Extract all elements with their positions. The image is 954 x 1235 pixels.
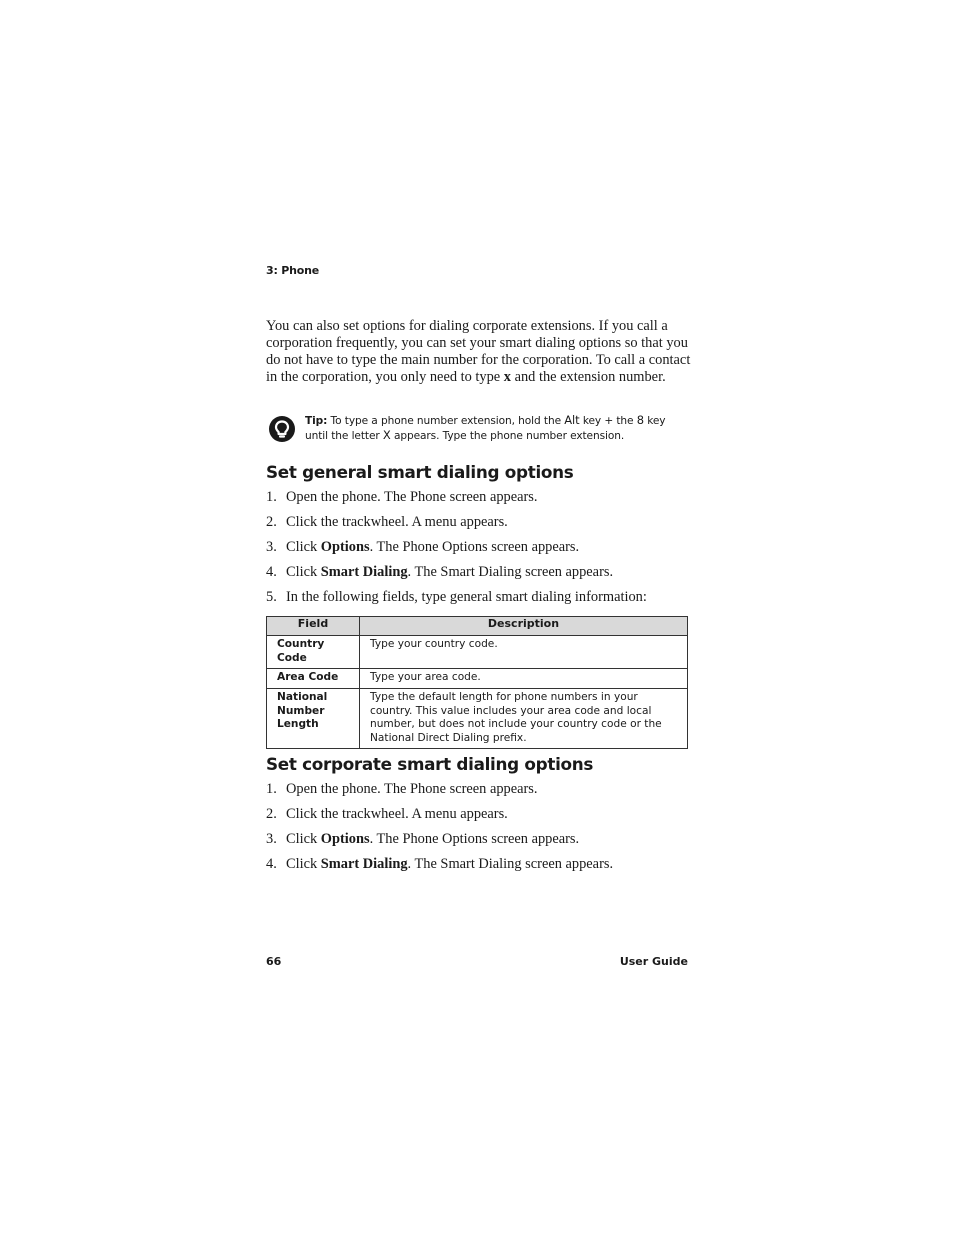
step-bold: Options xyxy=(320,539,370,555)
cell-field: Country Code xyxy=(267,636,360,669)
tip-text xyxy=(305,413,685,443)
tip-part: key + the xyxy=(579,415,637,427)
step-text: Click the trackwheel. A menu appears. xyxy=(286,514,508,530)
cell-description: Type the default length for phone numbers in your country. This value includes your area code and local number, but does not include your country code or the National Direct Dialing prefix. xyxy=(360,689,688,749)
key-x: X xyxy=(382,428,391,442)
step-number: 5. xyxy=(266,589,277,605)
step-text: . The Smart Dialing screen appears. xyxy=(407,564,614,580)
list-item xyxy=(266,539,696,564)
step-text: Click the trackwheel. A menu appears. xyxy=(286,806,508,822)
list-item xyxy=(266,564,696,589)
heading-general: Set general smart dialing options xyxy=(266,462,574,482)
tip-part: key until the letter xyxy=(305,415,666,442)
list-item xyxy=(266,806,696,831)
tip-part: To type a phone number extension, hold the xyxy=(327,415,565,427)
step-text: . The Phone Options screen appears. xyxy=(369,539,580,555)
list-item xyxy=(266,514,696,539)
table-header-row xyxy=(267,617,688,636)
list-item xyxy=(266,589,696,614)
intro-paragraph xyxy=(266,318,691,386)
cell-description: Type your country code. xyxy=(360,636,688,669)
step-number: 3. xyxy=(266,831,277,847)
tip-label: Tip: xyxy=(305,415,328,427)
step-number: 4. xyxy=(266,856,277,872)
table-row xyxy=(267,689,688,749)
step-number: 2. xyxy=(266,806,277,822)
header-field: Field xyxy=(267,617,360,636)
step-text: . The Smart Dialing screen appears. xyxy=(407,856,614,872)
step-number: 1. xyxy=(266,489,277,505)
step-text: Click xyxy=(286,831,321,847)
tip-part: appears. Type the phone number extension. xyxy=(390,430,625,442)
step-bold: Smart Dialing xyxy=(320,856,408,872)
lightbulb-icon xyxy=(268,415,296,443)
intro-key-x: x xyxy=(503,369,511,385)
heading-corporate: Set corporate smart dialing options xyxy=(266,754,594,774)
running-head: 3: Phone xyxy=(266,264,320,277)
step-text: Open the phone. The Phone screen appears. xyxy=(286,489,538,505)
step-number: 4. xyxy=(266,564,277,580)
list-item xyxy=(266,489,696,514)
key-alt: Alt xyxy=(564,413,580,427)
table-row xyxy=(267,636,688,669)
step-bold: Smart Dialing xyxy=(320,564,408,580)
list-item xyxy=(266,856,696,881)
step-text: Click xyxy=(286,856,321,872)
cell-description: Type your area code. xyxy=(360,669,688,689)
step-text: . The Phone Options screen appears. xyxy=(369,831,580,847)
list-item xyxy=(266,831,696,856)
page-number: 66 xyxy=(266,955,282,968)
intro-text-end: and the extension number. xyxy=(511,369,666,385)
step-text: Click xyxy=(286,564,321,580)
step-number: 2. xyxy=(266,514,277,530)
step-text: In the following fields, type general smart dialing information: xyxy=(286,589,647,605)
list-item xyxy=(266,781,696,806)
general-steps xyxy=(266,489,696,614)
doc-title: User Guide xyxy=(619,955,688,968)
cell-field: National Number Length xyxy=(267,689,360,749)
step-bold: Options xyxy=(320,831,370,847)
corporate-steps xyxy=(266,781,696,881)
header-description: Description xyxy=(360,617,688,636)
step-number: 1. xyxy=(266,781,277,797)
cell-field: Area Code xyxy=(267,669,360,689)
step-text: Open the phone. The Phone screen appears. xyxy=(286,781,538,797)
key-8: 8 xyxy=(636,413,644,427)
step-number: 3. xyxy=(266,539,277,555)
table-row xyxy=(267,669,688,689)
intro-text: You can also set options for dialing corporate extensions. If you call a corporation frequently, you can set your smart dialing options so that you do not have to type the main number for the corporation. To call a contact in the corporation, you only need to type xyxy=(266,318,691,385)
step-text: Click xyxy=(286,539,321,555)
fields-table xyxy=(266,616,688,749)
